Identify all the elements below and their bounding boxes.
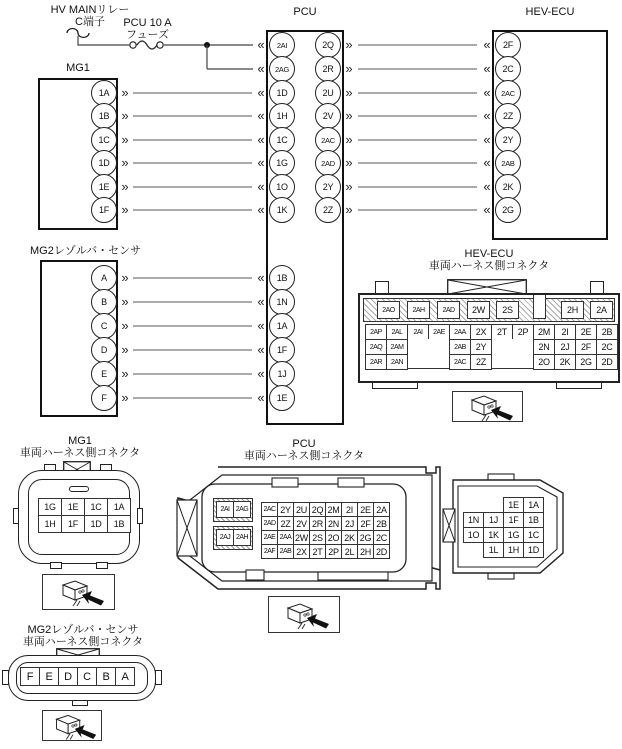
pin-cell-1C: 1C <box>523 527 544 543</box>
wire-chevron-icon: » <box>121 155 129 170</box>
pin-cell-2AF: 2AF <box>261 544 278 559</box>
wire-chevron-icon: « <box>483 202 491 217</box>
pin-cell-1L: 1L <box>483 542 504 558</box>
pin-cell-2M: 2M <box>325 502 342 517</box>
wire-chevron-icon: » <box>121 390 129 405</box>
pin-cell-2M: 2M <box>533 324 555 340</box>
wire-chevron-icon: » <box>121 318 129 333</box>
pin-cell-1E: 1E <box>61 498 85 516</box>
pin-cell-2K: 2K <box>554 354 576 370</box>
pcu-connector-title: PCU 車両ハーネス側コネクタ <box>243 438 365 462</box>
pin-cell-2V: 2V <box>293 516 310 531</box>
connector-orientation-icon <box>458 393 518 421</box>
wire-chevron-icon: « <box>483 108 491 123</box>
wire-chevron-icon: « <box>257 108 265 123</box>
wire-chevron-icon: « <box>483 61 491 76</box>
pin-cell-2E: 2E <box>357 502 374 517</box>
pin-cell-2AC: 2AC <box>261 502 278 517</box>
pin-cell-2AE: 2AE <box>261 530 278 545</box>
pin-cell-2P: 2P <box>512 324 534 340</box>
connector-tab <box>2 670 9 685</box>
pin-cell-2AJ: 2AJ <box>216 529 234 546</box>
pin-cell-2D: 2D <box>373 544 390 559</box>
pin-cell-2J: 2J <box>554 339 576 355</box>
pin-cell-2AE: 2AE <box>428 324 450 340</box>
pin-cell-2T: 2T <box>491 324 513 340</box>
pin-cell-1H: 1H <box>503 542 524 558</box>
terminal-D: D <box>91 337 117 363</box>
mg1-box <box>38 78 118 230</box>
connector-tab <box>155 670 162 685</box>
terminal-2U: 2U <box>315 80 341 106</box>
wire-chevron-icon: » <box>345 132 353 147</box>
pin-cell-2AR: 2AR <box>365 354 387 370</box>
pin-cell-2E: 2E <box>575 324 597 340</box>
connector-tab <box>13 508 19 524</box>
pin-cell-1N: 1N <box>463 512 484 528</box>
wire-chevron-icon: » <box>345 85 353 100</box>
connector-orientation-icon <box>43 712 101 740</box>
wire-chevron-icon: « <box>257 179 265 194</box>
pin-cell-2F: 2F <box>575 339 597 355</box>
wire-chevron-icon: » <box>345 179 353 194</box>
pin-cell-D: D <box>58 667 78 686</box>
mg2-title: MG2レゾルバ・センサ <box>30 245 142 257</box>
pcu-hev-wires <box>358 45 477 210</box>
terminal-1E: 1E <box>269 385 295 411</box>
terminal-1D: 1D <box>269 80 295 106</box>
pin-cell-2O: 2O <box>325 530 342 545</box>
terminal-1F: 1F <box>91 197 117 223</box>
wire-chevron-icon: » <box>121 108 129 123</box>
pin-cell-1F: 1F <box>503 512 524 528</box>
connector-orientation-iconbox <box>268 596 340 633</box>
terminal-A: A <box>91 265 117 291</box>
terminal-F: F <box>91 385 117 411</box>
pin-cell-2B: 2B <box>373 516 390 531</box>
pcu-title: PCU <box>293 6 317 18</box>
connector-foot <box>556 382 602 389</box>
terminal-B: B <box>91 289 117 315</box>
pin-cell-1H: 1H <box>38 515 62 533</box>
terminal-2AI: 2AI <box>269 32 295 58</box>
connector-tab <box>137 508 143 524</box>
pin-cell-1A: 1A <box>107 498 131 516</box>
terminal-2F: 2F <box>495 32 521 58</box>
mg1-connector-title: MG1 車両ハーネス側コネクタ <box>19 435 141 459</box>
connector-foot <box>96 562 108 569</box>
wire-chevron-icon: » <box>121 179 129 194</box>
pin-cell-2AI: 2AI <box>216 501 234 518</box>
wire-chevron-icon: « <box>257 85 265 100</box>
terminal-1H: 1H <box>269 103 295 129</box>
pin-cell-B: B <box>96 667 116 686</box>
terminal-2R: 2R <box>315 56 341 82</box>
pin-cell-2Y: 2Y <box>277 502 294 517</box>
connector-foot <box>72 700 88 706</box>
pin-cell-2G: 2G <box>357 530 374 545</box>
connector-foot <box>372 382 418 389</box>
pin-cell-2AC: 2AC <box>449 354 471 370</box>
hev-ecu-title: HEV-ECU <box>525 6 575 18</box>
terminal-1B: 1B <box>91 103 117 129</box>
pin-cell-2D: 2D <box>596 354 618 370</box>
pin-cell-2AA: 2AA <box>277 530 294 545</box>
terminal-2Q: 2Q <box>315 32 341 58</box>
hv-main-relay-label: HV MAINリレー C端子 <box>50 4 130 28</box>
wire-chevron-icon: » <box>121 85 129 100</box>
pin-cell-2AG: 2AG <box>233 501 251 518</box>
terminal-1A: 1A <box>91 80 117 106</box>
terminal-1A: 1A <box>269 313 295 339</box>
pin-cell-2R: 2R <box>309 516 326 531</box>
pin-cell-2B: 2B <box>596 324 618 340</box>
wire-chevron-icon: » <box>345 155 353 170</box>
pin-cell-1F: 1F <box>61 515 85 533</box>
pin-cell-1C: 1C <box>84 498 108 516</box>
terminal-2AG: 2AG <box>269 56 295 82</box>
pin-cell-2A: 2A <box>590 301 613 319</box>
wire-chevron-icon: « <box>257 61 265 76</box>
pcu-box <box>266 30 344 425</box>
wire-chevron-icon: » <box>121 270 129 285</box>
wire-chevron-icon: « <box>483 37 491 52</box>
pin-cell-2I: 2I <box>554 324 576 340</box>
fuse-symbol <box>130 42 136 48</box>
wire-chevron-icon: » <box>121 132 129 147</box>
wire-chevron-icon: » <box>121 202 129 217</box>
mg2-box <box>40 260 118 417</box>
pin-cell-2C: 2C <box>596 339 618 355</box>
fuse-label: PCU 10 A フューズ <box>123 17 172 41</box>
wire-chevron-icon: « <box>483 179 491 194</box>
wire-chevron-icon: « <box>257 294 265 309</box>
connector-orientation-iconbox <box>42 710 102 741</box>
grid-notch <box>407 339 450 369</box>
pin-cell-2AD: 2AD <box>437 301 460 319</box>
wire-chevron-icon: « <box>483 155 491 170</box>
pin-cell-2AP: 2AP <box>365 324 387 340</box>
terminal-1E: 1E <box>91 174 117 200</box>
pin-cell-2S: 2S <box>309 530 326 545</box>
hev-ecu-box <box>492 30 608 240</box>
hev-connector-title: HEV-ECU 車両ハーネス側コネクタ <box>428 248 550 272</box>
pin-cell-1A: 1A <box>523 497 544 513</box>
pin-cell-2Y: 2Y <box>470 339 492 355</box>
pin-cell-2AO: 2AO <box>377 301 400 319</box>
terminal-2AC: 2AC <box>495 80 521 106</box>
wire-chevron-icon: « <box>257 366 265 381</box>
pin-cell-2X: 2X <box>293 544 310 559</box>
pin-cell-2AM: 2AM <box>386 339 408 355</box>
wire-chevron-icon: « <box>257 202 265 217</box>
wire-chevron-icon: « <box>257 318 265 333</box>
pin-cell-2AN: 2AN <box>386 354 408 370</box>
pin-cell-1J: 1J <box>483 512 504 528</box>
terminal-2G: 2G <box>495 197 521 223</box>
pin-cell-2N: 2N <box>325 516 342 531</box>
terminal-2Z: 2Z <box>495 103 521 129</box>
grid-notch <box>491 339 534 369</box>
terminal-1K: 1K <box>269 197 295 223</box>
wire-chevron-icon: « <box>257 155 265 170</box>
mg2-pcu-wires <box>133 278 252 398</box>
connector-orientation-icon <box>274 601 334 629</box>
pin-cell-2C: 2C <box>373 530 390 545</box>
pin-cell-2AB: 2AB <box>449 339 471 355</box>
pin-cell-2T: 2T <box>309 544 326 559</box>
pin-cell-2S: 2S <box>496 301 519 319</box>
pin-cell-1B: 1B <box>523 512 544 528</box>
terminal-2AD: 2AD <box>315 150 341 176</box>
terminal-1F: 1F <box>269 337 295 363</box>
wire-chevron-icon: » <box>345 108 353 123</box>
pin-cell-E: E <box>39 667 59 686</box>
terminal-C: C <box>91 313 117 339</box>
terminal-2Y: 2Y <box>315 174 341 200</box>
pin-cell-1E: 1E <box>503 497 524 513</box>
terminal-1D: 1D <box>91 150 117 176</box>
hev-connector-slot <box>533 295 546 319</box>
pin-cell-2N: 2N <box>533 339 555 355</box>
terminal-1C: 1C <box>91 127 117 153</box>
mg1-title: MG1 <box>66 62 90 74</box>
wire-chevron-icon: « <box>257 390 265 405</box>
terminal-1N: 1N <box>269 289 295 315</box>
pin-cell-1D: 1D <box>84 515 108 533</box>
terminal-2C: 2C <box>495 56 521 82</box>
wire-chevron-icon: » <box>345 37 353 52</box>
pin-cell-2U: 2U <box>293 502 310 517</box>
terminal-E: E <box>91 361 117 387</box>
pin-cell-2AL: 2AL <box>386 324 408 340</box>
pin-cell-2Z: 2Z <box>277 516 294 531</box>
pin-cell-1K: 1K <box>483 527 504 543</box>
wire-chevron-icon: « <box>483 132 491 147</box>
pin-cell-2I: 2I <box>341 502 358 517</box>
terminal-1G: 1G <box>269 150 295 176</box>
wire-chevron-icon: « <box>257 270 265 285</box>
connector-orientation-iconbox <box>452 391 523 422</box>
pin-cell-2H: 2H <box>357 544 374 559</box>
pin-cell-1D: 1D <box>523 542 544 558</box>
terminal-2Y: 2Y <box>495 127 521 153</box>
connector-orientation-iconbox <box>42 574 115 610</box>
pin-cell-2W: 2W <box>467 301 490 319</box>
pin-cell-1G: 1G <box>38 498 62 516</box>
wire-chevron-icon: » <box>345 61 353 76</box>
terminal-1C: 1C <box>269 127 295 153</box>
pin-cell-2O: 2O <box>533 354 555 370</box>
terminal-1J: 1J <box>269 361 295 387</box>
pin-cell-2L: 2L <box>341 544 358 559</box>
pin-cell-2Z: 2Z <box>470 354 492 370</box>
wire-chevron-icon: » <box>121 366 129 381</box>
pin-cell-2K: 2K <box>341 530 358 545</box>
terminal-2Z: 2Z <box>315 197 341 223</box>
pin-cell-2W: 2W <box>293 530 310 545</box>
pin-cell-2A: 2A <box>373 502 390 517</box>
connector-orientation-icon <box>49 578 109 606</box>
pin-cell-2AI: 2AI <box>407 324 429 340</box>
pin-cell-1O: 1O <box>463 527 484 543</box>
pin-cell-2H: 2H <box>561 301 584 319</box>
pin-cell-2G: 2G <box>575 354 597 370</box>
terminal-1B: 1B <box>269 265 295 291</box>
pin-cell-2AH: 2AH <box>233 529 251 546</box>
connector-foot <box>50 562 62 569</box>
pin-cell-C: C <box>77 667 97 686</box>
wire-chevron-icon: « <box>257 37 265 52</box>
wire-chevron-icon: « <box>483 85 491 100</box>
pin-cell-F: F <box>20 667 40 686</box>
terminal-2AC: 2AC <box>315 127 341 153</box>
pin-cell-1G: 1G <box>503 527 524 543</box>
mg2-connector-title: MG2レゾルバ・センサ 車両ハーネス側コネクタ <box>22 624 144 648</box>
wire-chevron-icon: « <box>257 132 265 147</box>
pin-cell-2AD: 2AD <box>261 516 278 531</box>
pin-cell-2Q: 2Q <box>309 502 326 517</box>
pin-cell-2AA: 2AA <box>449 324 471 340</box>
pin-cell-2F: 2F <box>357 516 374 531</box>
pin-cell-2J: 2J <box>341 516 358 531</box>
pin-cell-2AB: 2AB <box>277 544 294 559</box>
terminal-2K: 2K <box>495 174 521 200</box>
terminal-2V: 2V <box>315 103 341 129</box>
wire-chevron-icon: « <box>257 342 265 357</box>
terminal-1O: 1O <box>269 174 295 200</box>
mg1-pcu-wires <box>133 93 252 210</box>
connector-slot <box>69 486 89 492</box>
pin-cell-1B: 1B <box>107 515 131 533</box>
pin-cell-2P: 2P <box>325 544 342 559</box>
wire-chevron-icon: » <box>121 294 129 309</box>
wire-chevron-icon: » <box>121 342 129 357</box>
pin-cell-2AH: 2AH <box>407 301 430 319</box>
pin-cell-A: A <box>115 667 135 686</box>
pin-cell-2AQ: 2AQ <box>365 339 387 355</box>
terminal-2AB: 2AB <box>495 150 521 176</box>
pin-cell-2X: 2X <box>470 324 492 340</box>
wire-chevron-icon: » <box>345 202 353 217</box>
